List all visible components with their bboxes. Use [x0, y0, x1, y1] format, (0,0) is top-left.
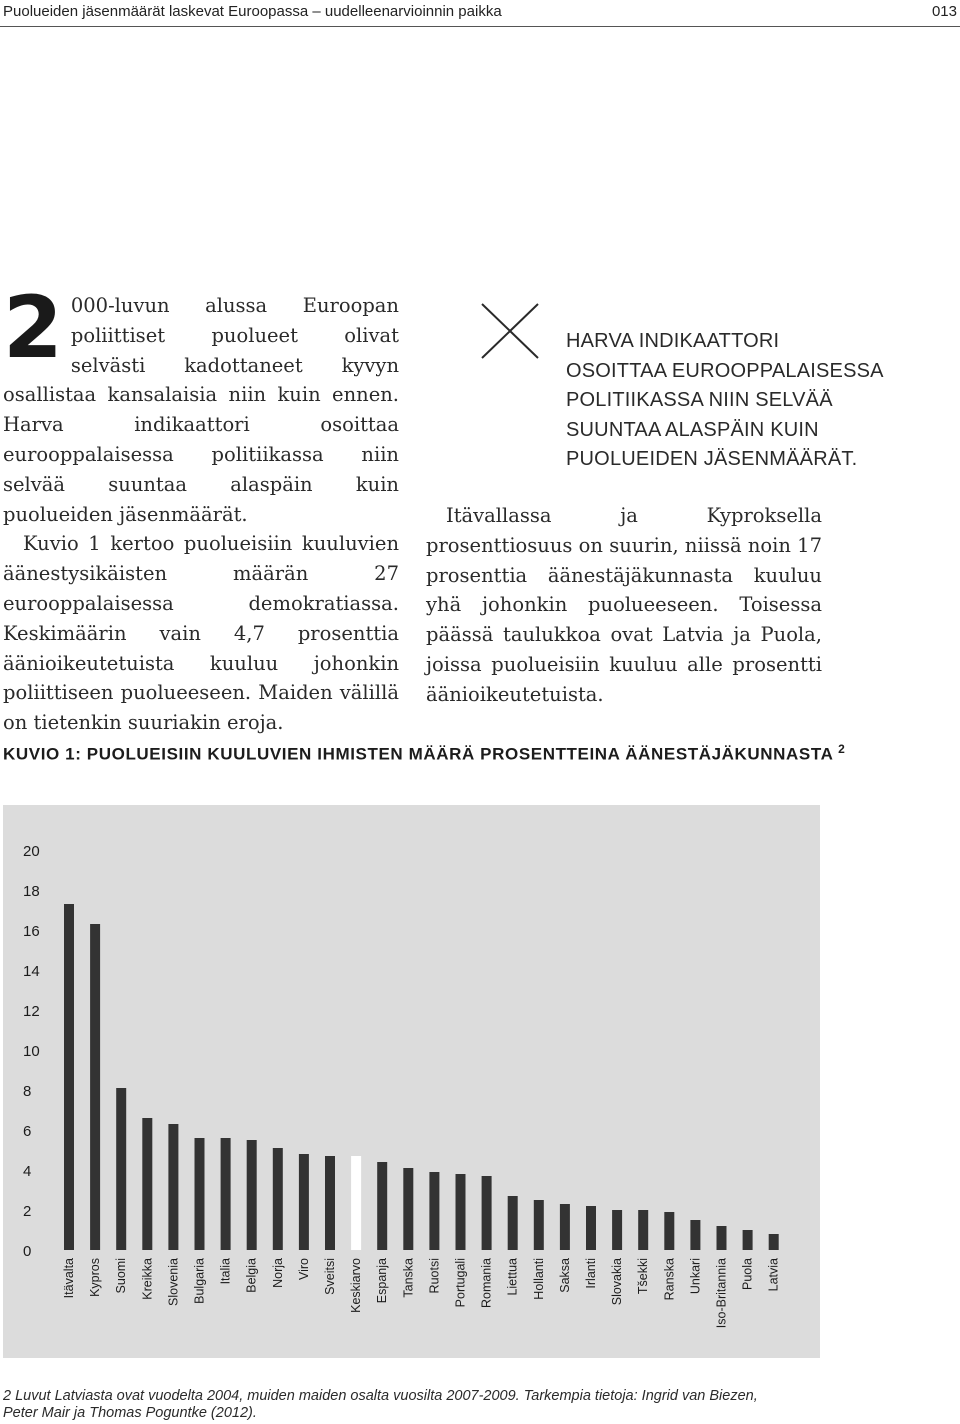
intro-paragraph-1: 000-luvun alussa Euroopan poliittiset puolueet olivat selvästi kadottaneet kyvyn osallistaa kansalaisia niin kuin ennen. Harva indikaattori osoittaa eurooppalaisessa politiikassa niin selvää suuntaa alaspäin kuin puolueiden jäsenmäärät. [3, 294, 399, 526]
y-tick-label: 20 [23, 843, 40, 860]
x-tick-label: Slovakia [610, 1258, 625, 1306]
intro-text [3, 278, 399, 738]
x-icon [481, 303, 539, 359]
bar-liettua [508, 1196, 518, 1250]
bar-italia [221, 1138, 231, 1250]
bar-kypros [90, 924, 100, 1250]
x-tick-label: Unkari [688, 1258, 703, 1295]
y-tick-label: 0 [23, 1243, 32, 1260]
bar-keskiarvo [351, 1156, 361, 1250]
pull-quote-line: HARVA INDIKAATTORI [566, 330, 780, 352]
right-paragraph: Itävallassa ja Kyproksella prosenttiosuus on suurin, niissä noin 17 prosenttia äänestäjäkunnasta kuuluu yhä johonkin puolueeseen. Toisessa päässä taulukkoa ovat Latvia ja Puola, joissa puolueisiin kuuluu alle prosentti äänioikeutetuista. [426, 504, 822, 706]
x-tick-label: Norja [270, 1258, 285, 1288]
x-tick-label: Kypros [88, 1258, 103, 1297]
y-tick-label: 4 [23, 1163, 32, 1180]
figure-title [3, 742, 845, 765]
x-tick-label: Slovenia [166, 1258, 181, 1306]
x-tick-label: Italia [218, 1258, 233, 1285]
x-tick-label: Ranska [662, 1258, 677, 1301]
x-tick-label: Portugali [453, 1258, 468, 1308]
x-tick-label: Puola [740, 1258, 755, 1290]
y-tick-label: 10 [23, 1043, 40, 1060]
page-number: 013 [931, 3, 957, 20]
x-tick-label: Tšekki [636, 1258, 651, 1295]
bar-puola [743, 1230, 753, 1250]
bar-espanja [377, 1162, 387, 1250]
x-tick-label: Iso-Britannia [714, 1258, 729, 1329]
bar-slovenia [168, 1124, 178, 1250]
pull-quote-line: PUOLUEIDEN JÄSENMÄÄRÄT. [566, 448, 858, 470]
bar-ranska [664, 1212, 674, 1250]
bar-hollanti [534, 1200, 544, 1250]
x-tick-label: Sveitsi [323, 1258, 337, 1295]
bar-portugali [456, 1174, 466, 1250]
x-tick-label: Espanja [375, 1258, 390, 1304]
bar-iso-britannia [717, 1226, 727, 1250]
pull-quote-line: POLITIIKASSA NIIN SELVÄÄ [566, 389, 833, 411]
x-tick-label: Kreikka [140, 1258, 155, 1300]
pull-quote [566, 327, 906, 475]
bar-norja [273, 1148, 283, 1250]
y-tick-label: 8 [23, 1083, 32, 1100]
footnote-line-1: 2 Luvut Latviasta ovat vuodelta 2004, muiden maiden osalta vuosilta 2007-2009. Tarkempia tietoja: Ingrid van Biezen, [3, 1388, 758, 1404]
y-tick-label: 18 [23, 883, 40, 900]
figure-title-text: KUVIO 1: PUOLUEISIIN KUULUVIEN IHMISTEN MÄÄRÄ PROSENTTEINA ÄÄNESTÄJÄKUNNASTA [3, 744, 833, 764]
bar-slovakia [612, 1210, 622, 1250]
x-tick-label: Suomi [114, 1258, 129, 1294]
y-tick-label: 14 [23, 963, 40, 980]
bar-latvia [769, 1234, 779, 1250]
bar-itävalta [64, 904, 74, 1250]
bar-kreikka [142, 1118, 152, 1250]
footnote-marker: 2 [838, 742, 846, 756]
bar-ruotsi [429, 1172, 439, 1250]
x-tick-label: Liettua [505, 1258, 520, 1296]
y-tick-label: 16 [23, 923, 40, 940]
bar-tšekki [638, 1210, 648, 1250]
x-tick-label: Belgia [244, 1258, 259, 1293]
x-tick-label: Saksa [557, 1258, 572, 1293]
x-tick-label: Latvia [766, 1258, 781, 1292]
y-tick-label: 2 [23, 1203, 32, 1220]
x-tick-label: Itävalta [62, 1258, 76, 1299]
x-tick-label: Hollanti [531, 1258, 546, 1300]
chart-area [3, 805, 820, 1358]
bar-irlanti [586, 1206, 596, 1250]
x-tick-label: Ruotsi [427, 1258, 442, 1294]
bar-unkari [690, 1220, 700, 1250]
y-tick-label: 12 [23, 1003, 40, 1020]
footnote-line-2: Peter Mair ja Thomas Poguntke (2012). [3, 1405, 257, 1421]
drop-cap: 2 [3, 278, 63, 378]
bar-suomi [116, 1088, 126, 1250]
x-tick-label: Bulgaria [192, 1258, 207, 1304]
bar-romania [482, 1176, 492, 1250]
intro-paragraph-2: Kuvio 1 kertoo puolueisiin kuuluvien äänestysikäisten määrän 27 eurooppalaisessa demokratiassa. Keskimäärin vain 4,7 prosenttia äänioikeutetuista kuuluu johonkin poliittiseen puolueeseen. Maiden välillä on tietenkin suuriakin eroja. [3, 532, 399, 735]
bar-bulgaria [195, 1138, 205, 1250]
bar-chart [3, 805, 820, 1358]
pull-quote-line: SUUNTAA ALASPÄIN KUIN [566, 418, 819, 441]
pull-quote-line: OSOITTAA EUROOPPALAISESSA [566, 359, 884, 382]
page-header [0, 0, 960, 27]
bar-tanska [403, 1168, 413, 1250]
bar-belgia [247, 1140, 257, 1250]
bar-saksa [560, 1204, 570, 1250]
x-tick-label: Tanska [401, 1258, 416, 1298]
x-tick-label: Romania [479, 1258, 494, 1309]
footnote [3, 1388, 903, 1422]
y-tick-label: 6 [23, 1123, 32, 1140]
x-tick-label: Viro [296, 1258, 311, 1281]
bar-viro [299, 1154, 309, 1250]
bar-sveitsi [325, 1156, 335, 1250]
running-title: Puolueiden jäsenmäärät laskevat Euroopassa – uudelleenarvioinnin paikka [3, 3, 502, 20]
x-tick-label: Keskiarvo [349, 1258, 364, 1313]
x-tick-label: Irlanti [584, 1258, 598, 1289]
